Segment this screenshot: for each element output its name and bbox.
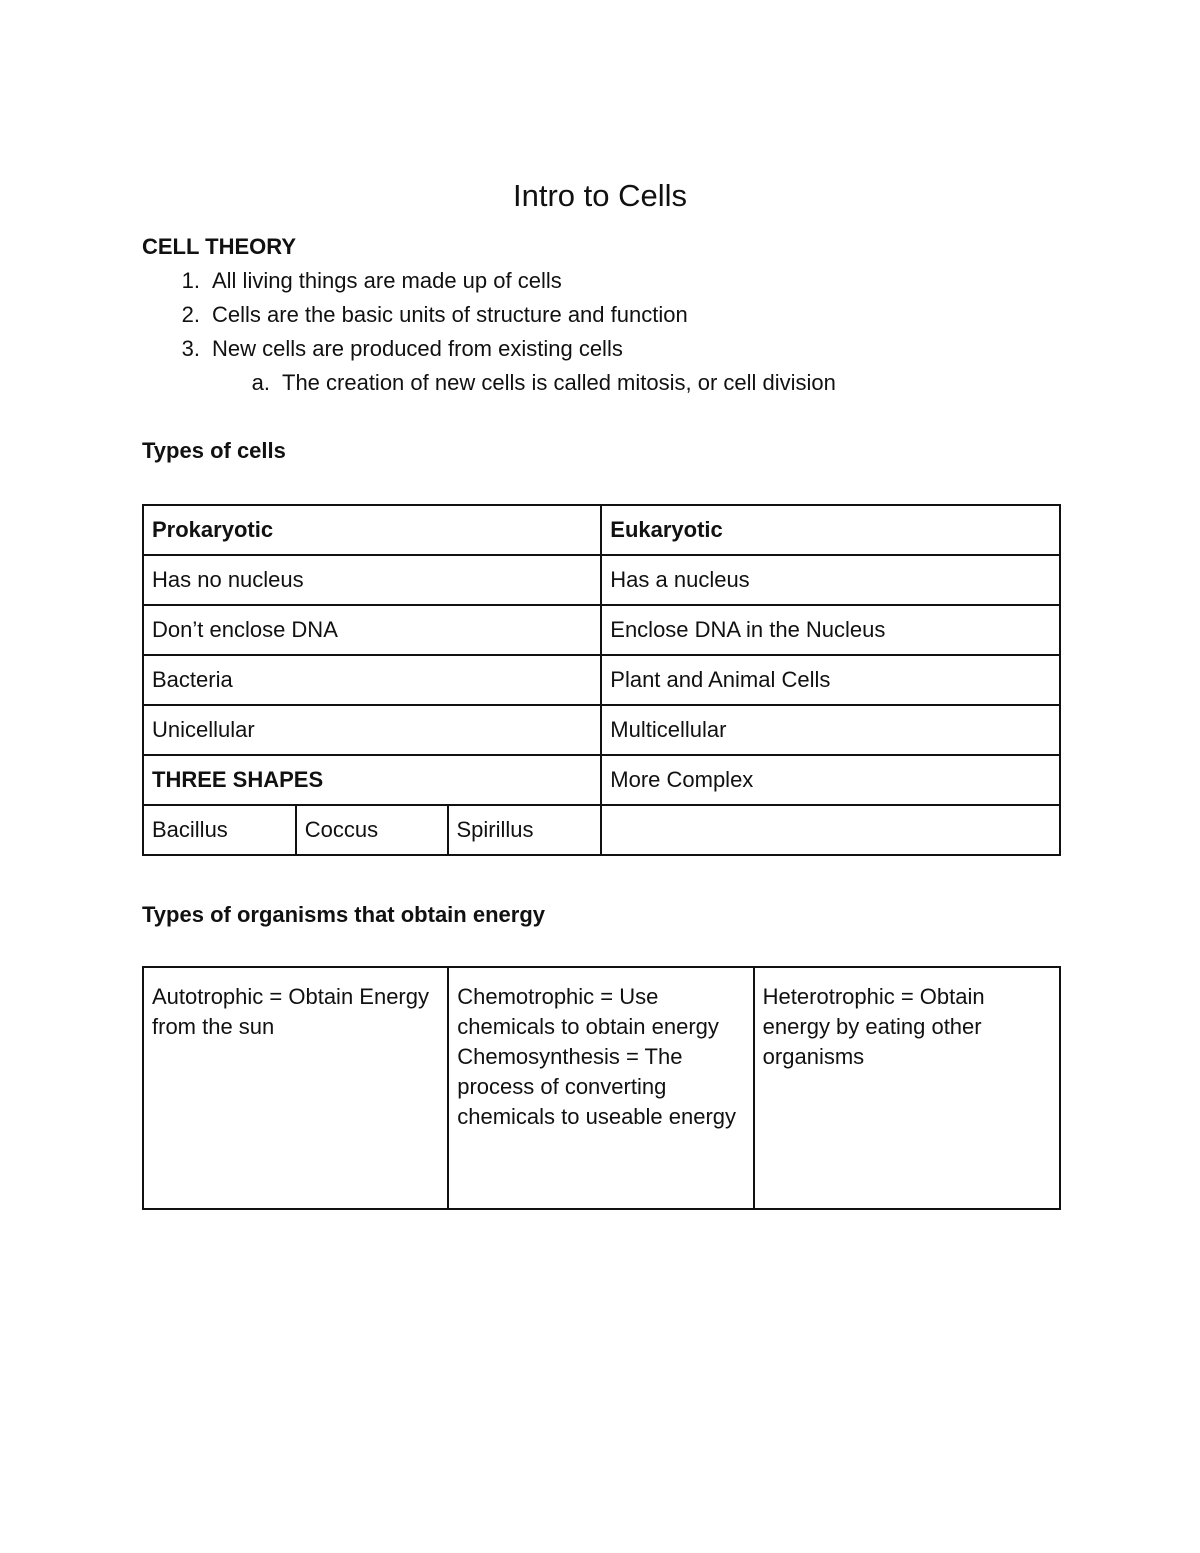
sub-list-item-text: The creation of new cells is called mitosis, or cell division <box>282 370 836 395</box>
table-row <box>143 655 1060 705</box>
list-item <box>181 334 623 364</box>
list-item-text: New cells are produced from existing cells <box>212 336 623 361</box>
table-row <box>143 805 1060 855</box>
cell-types-table <box>142 504 1061 856</box>
page-title: Intro to Cells <box>512 178 687 213</box>
list-item-number: 3. <box>181 336 200 361</box>
table-row <box>143 967 1060 1209</box>
table-cell: Bacteria <box>143 655 601 705</box>
table-row <box>143 605 1060 655</box>
list-item <box>181 300 688 330</box>
table-header-row <box>143 505 1060 555</box>
list-item-text: Cells are the basic units of structure and function <box>212 302 688 327</box>
table-cell: Multicellular <box>601 705 1060 755</box>
sub-list-item <box>251 368 836 398</box>
table-cell: Spirillus <box>448 805 602 855</box>
table-cell: Has a nucleus <box>601 555 1060 605</box>
table-header-cell: Prokaryotic <box>143 505 601 555</box>
list-item-text: All living things are made up of cells <box>212 268 562 293</box>
table-cell: More Complex <box>601 755 1060 805</box>
types-of-organisms-heading: Types of organisms that obtain energy <box>142 902 545 927</box>
cell-theory-heading: CELL THEORY <box>142 234 297 259</box>
types-of-cells-heading: Types of cells <box>142 438 286 463</box>
table-row <box>143 755 1060 805</box>
list-item-number: 2. <box>181 302 200 327</box>
table-cell: Don’t enclose DNA <box>143 605 601 655</box>
table-cell: Autotrophic = Obtain Energy from the sun <box>143 967 448 1209</box>
table-row <box>143 555 1060 605</box>
table-header-cell: Eukaryotic <box>601 505 1060 555</box>
table-cell: Bacillus <box>143 805 296 855</box>
table-cell: Has no nucleus <box>143 555 601 605</box>
table-cell: Coccus <box>296 805 448 855</box>
table-row <box>143 705 1060 755</box>
table-cell: Plant and Animal Cells <box>601 655 1060 705</box>
list-item <box>181 266 562 296</box>
table-cell-empty <box>601 805 1060 855</box>
list-item-number: 1. <box>181 268 200 293</box>
table-cell: Chemotrophic = Use chemicals to obtain energy Chemosynthesis = The process of converting chemicals to useable energy <box>448 967 753 1209</box>
sub-list-item-letter: a. <box>251 370 270 395</box>
organism-energy-table <box>142 966 1061 1210</box>
table-cell: Enclose DNA in the Nucleus <box>601 605 1060 655</box>
table-cell: THREE SHAPES <box>143 755 601 805</box>
table-cell: Heterotrophic = Obtain energy by eating other organisms <box>754 967 1060 1209</box>
table-cell: Unicellular <box>143 705 601 755</box>
